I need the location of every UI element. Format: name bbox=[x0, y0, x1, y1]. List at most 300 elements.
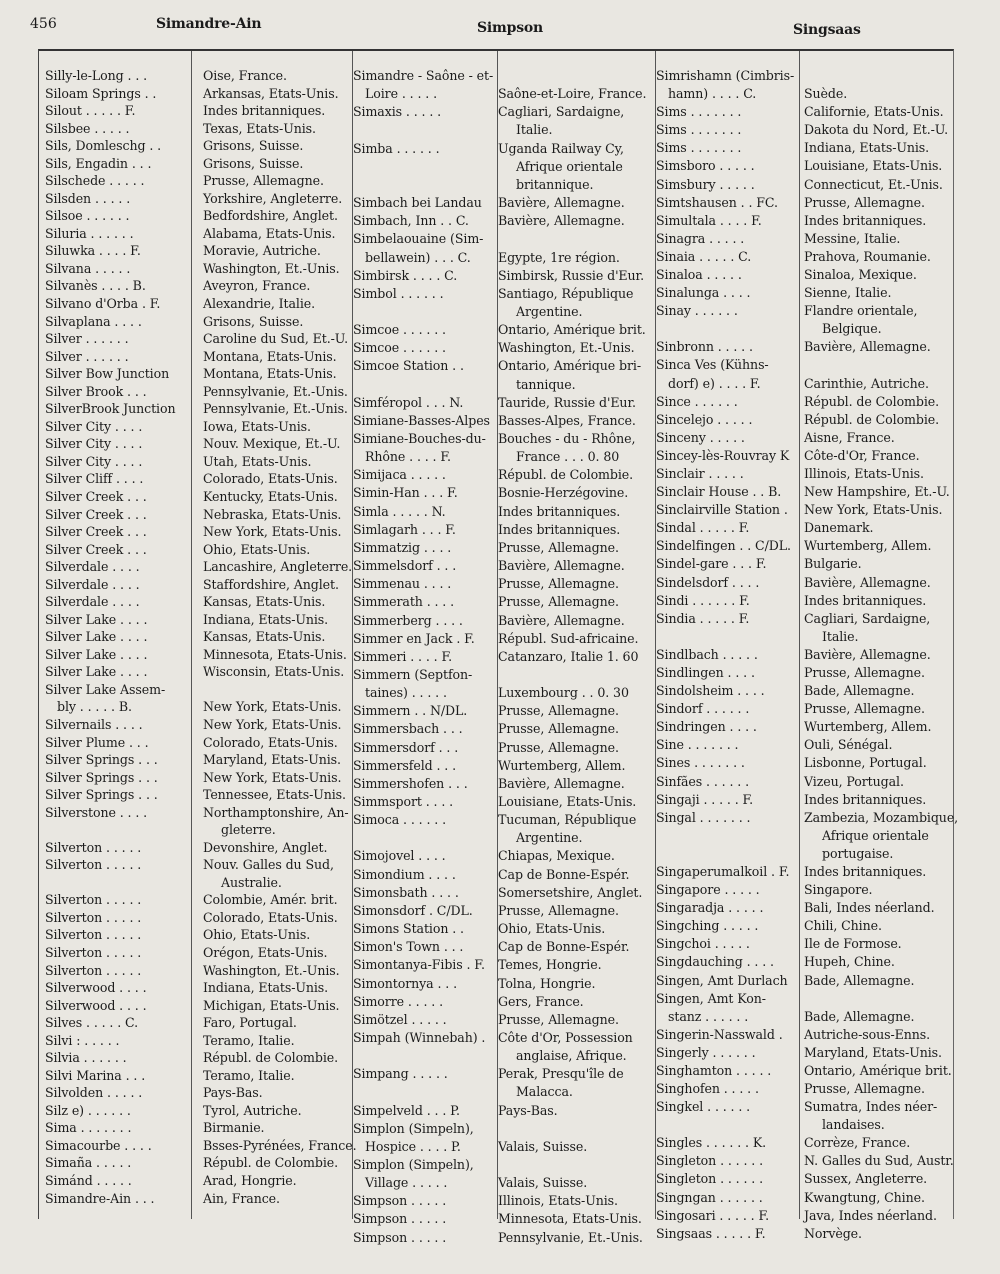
place-name: Simmersbach . . . bbox=[353, 721, 463, 737]
location: Côte-d'Or, France. bbox=[804, 447, 920, 463]
location: Républ. de Colombie. bbox=[498, 467, 634, 483]
place-name: Hospice . . . . P. bbox=[365, 1138, 461, 1154]
location: Prusse, Allemagne. bbox=[498, 576, 619, 592]
location: Bade, Allemagne. bbox=[804, 972, 915, 988]
location: New York, Etats-Unis. bbox=[203, 699, 342, 715]
place-name: Sinagra . . . . . bbox=[656, 230, 745, 246]
location: France . . . 0. 80 bbox=[516, 449, 620, 465]
location: New Hampshire, Et.-U. bbox=[804, 484, 950, 500]
location: Cagliari, Sardaigne, bbox=[498, 104, 625, 120]
place-name: Simorre . . . . . bbox=[353, 993, 444, 1009]
place-name: Silver Springs . . . bbox=[45, 752, 158, 768]
location: Somersetshire, Anglet. bbox=[498, 884, 643, 900]
place-name: Sils, Domleschg . . bbox=[45, 138, 162, 154]
place-name: Simons Station . . bbox=[353, 921, 464, 937]
location: Washington, Et.-Unis. bbox=[203, 962, 340, 978]
location: Prusse, Allemagne. bbox=[498, 594, 619, 610]
place-name: Simiane-Basses-Alpes bbox=[353, 412, 490, 428]
location: Santiago, République bbox=[498, 285, 634, 301]
place-name: SilverBrook Junction bbox=[45, 401, 176, 417]
place-name: Simpson . . . . . bbox=[353, 1229, 447, 1245]
place-name: Siluria . . . . . . bbox=[45, 225, 134, 241]
place-name: Sinaloa . . . . . bbox=[656, 266, 742, 282]
place-name: Simmatzig . . . . bbox=[353, 539, 452, 555]
location: Grisons, Suisse. bbox=[203, 155, 304, 171]
place-name: Silver Creek . . . bbox=[45, 541, 147, 557]
location: Lisbonne, Portugal. bbox=[804, 755, 927, 771]
location: Dakota du Nord, Et.-U. bbox=[804, 122, 949, 138]
location: Catanzaro, Italie 1. 60 bbox=[498, 648, 639, 664]
place-name: Silver Lake . . . . bbox=[45, 664, 148, 680]
location: Ontario, Amérique brit. bbox=[804, 1062, 952, 1078]
place-name: bellawein) . . . C. bbox=[365, 249, 471, 265]
place-name: Simmern . . N/DL. bbox=[353, 703, 468, 719]
location: New York, Etats-Unis. bbox=[203, 524, 342, 540]
location: Minnesota, Etats-Unis. bbox=[203, 646, 347, 662]
place-name: Simsboro . . . . . bbox=[656, 158, 755, 174]
location: Pennsylvanie, Et.-Unis. bbox=[203, 383, 348, 399]
location: Kansas, Etats-Unis. bbox=[203, 629, 326, 645]
place-name: Simmerberg . . . . bbox=[353, 612, 463, 628]
location: Teramo, Italie. bbox=[203, 1067, 295, 1083]
location: Tucuman, République bbox=[498, 812, 637, 828]
location: Tyrol, Autriche. bbox=[203, 1102, 302, 1118]
location: Bade, Allemagne. bbox=[804, 1008, 915, 1024]
place-name: Silvaplana . . . . bbox=[45, 313, 142, 329]
location: britannique. bbox=[516, 176, 594, 192]
place-name: Sinay . . . . . . bbox=[656, 303, 738, 319]
location: Bulgarie. bbox=[804, 556, 862, 572]
place-name: Silver Lake . . . . bbox=[45, 629, 148, 645]
place-name: Simötzel . . . . . bbox=[353, 1011, 447, 1027]
location: Vizeu, Portugal. bbox=[804, 773, 904, 789]
place-name: Silver Springs . . . bbox=[45, 769, 158, 785]
place-name: Simin-Han . . . F. bbox=[353, 485, 458, 501]
place-name: Silvanès . . . . B. bbox=[45, 278, 146, 294]
place-name: Singapore . . . . . bbox=[656, 882, 760, 898]
place-name: Sinclair House . . B. bbox=[656, 484, 782, 500]
place-name: Silvi : . . . . . bbox=[45, 1032, 120, 1048]
location: New York, Etats-Unis. bbox=[203, 769, 342, 785]
location: Iowa, Etats-Unis. bbox=[203, 418, 311, 434]
location: Bade, Allemagne. bbox=[804, 683, 915, 699]
place-name: Silverton . . . . . bbox=[45, 857, 142, 873]
place-name: Singaperumalkoil . F. bbox=[656, 863, 790, 879]
location: Bosnie-Herzégovine. bbox=[498, 485, 629, 501]
location: Minnesota, Etats-Unis. bbox=[498, 1211, 642, 1227]
place-name: Singleton . . . . . . bbox=[656, 1171, 764, 1187]
place-name: Simcoe . . . . . . bbox=[353, 340, 446, 356]
location: Valais, Suisse. bbox=[498, 1138, 588, 1154]
place-name: Singosari . . . . . F. bbox=[656, 1207, 770, 1223]
location: Alexandrie, Italie. bbox=[203, 296, 316, 312]
location: Oise, France. bbox=[203, 68, 287, 83]
place-name: Silver Creek . . . bbox=[45, 506, 147, 522]
location: Wisconsin, Etats-Unis. bbox=[203, 664, 345, 680]
location: Uganda Railway Cy, bbox=[498, 140, 624, 156]
place-name: Simandre-Ain . . . bbox=[45, 1190, 155, 1206]
place-name: Simmer en Jack . F. bbox=[353, 630, 475, 646]
location: Birmanie. bbox=[203, 1120, 265, 1136]
location: Lancashire, Angleterre. bbox=[203, 559, 353, 575]
place-name: Singchoi . . . . . bbox=[656, 936, 750, 952]
place-name: Simpelveld . . . P. bbox=[353, 1102, 460, 1118]
place-name: Silver Brook . . . bbox=[45, 383, 147, 399]
place-name: Sine . . . . . . . bbox=[656, 737, 739, 753]
place-name: Simba . . . . . . bbox=[353, 140, 440, 156]
place-name: Simtshausen . . FC. bbox=[656, 194, 778, 210]
location: Afrique orientale bbox=[516, 158, 623, 174]
place-name: Simultala . . . . F. bbox=[656, 212, 762, 228]
location: Saône-et-Loire, France. bbox=[498, 86, 647, 102]
place-name: Singhamton . . . . . bbox=[656, 1062, 772, 1078]
place-name: Sinaia . . . . . C. bbox=[656, 248, 752, 264]
place-name: Loire . . . . . bbox=[365, 86, 437, 102]
place-name: Sims . . . . . . . bbox=[656, 122, 742, 138]
place-name: Sims . . . . . . . bbox=[656, 140, 742, 156]
place-name: Silver Bow Junction bbox=[45, 366, 170, 382]
location: Carinthie, Autriche. bbox=[804, 375, 929, 391]
location: Grisons, Suisse. bbox=[203, 313, 304, 329]
place-name: Silverton . . . . . bbox=[45, 962, 142, 978]
place-name: Simmern (Septfon- bbox=[353, 666, 473, 682]
location: Indes britanniques. bbox=[804, 791, 927, 807]
place-name: Silverton . . . . . bbox=[45, 909, 142, 925]
location: Ain, France. bbox=[203, 1190, 280, 1206]
location: Teramo, Italie. bbox=[203, 1032, 295, 1048]
center-headword: Simpson bbox=[477, 20, 544, 36]
location: Washington, Et.-Unis. bbox=[203, 260, 340, 276]
place-name: Sindorf . . . . . . bbox=[656, 701, 750, 717]
place-name: Silverton . . . . . bbox=[45, 945, 142, 960]
place-name: Silverton . . . . . bbox=[45, 839, 142, 855]
location: Prusse, Allemagne. bbox=[203, 173, 324, 189]
location: Danemark. bbox=[804, 520, 874, 536]
column-rule bbox=[191, 51, 192, 1219]
place-name: Singerin-Nasswald . bbox=[656, 1026, 783, 1042]
place-name: Silschede . . . . . bbox=[45, 173, 145, 189]
place-name: Silver Creek . . . bbox=[45, 524, 147, 540]
location: Indes britanniques. bbox=[804, 212, 927, 228]
place-name: Singerly . . . . . . bbox=[656, 1044, 756, 1060]
place-name: Singching . . . . . bbox=[656, 918, 759, 934]
place-name: Simaña . . . . . bbox=[45, 1155, 132, 1171]
place-name: Silz e) . . . . . . bbox=[45, 1102, 131, 1118]
place-name: Simmsport . . . . bbox=[353, 794, 454, 809]
location: Tolna, Hongrie. bbox=[498, 975, 596, 991]
place-name: Sinfães . . . . . . bbox=[656, 773, 749, 789]
location: Prusse, Allemagne. bbox=[804, 1081, 925, 1097]
location: Kentucky, Etats-Unis. bbox=[203, 488, 338, 504]
place-name: Silverton . . . . . bbox=[45, 892, 142, 908]
location: Suède. bbox=[804, 86, 848, 102]
place-name: stanz . . . . . . bbox=[668, 1008, 749, 1024]
location: Indiana, Etats-Unis. bbox=[203, 611, 329, 627]
place-name: Silverstone . . . . bbox=[45, 804, 148, 820]
place-name: Simmersfeld . . . bbox=[353, 757, 456, 773]
location: Gers, France. bbox=[498, 993, 584, 1009]
left-headword: Simandre-Ain bbox=[156, 16, 262, 32]
place-name: Simplon (Simpeln), bbox=[353, 1120, 474, 1136]
place-name: Simlagarh . . . F. bbox=[353, 521, 456, 537]
location: Norvège. bbox=[804, 1225, 862, 1241]
place-name: Singhofen . . . . . bbox=[656, 1081, 759, 1097]
location: Wurtemberg, Allem. bbox=[498, 757, 626, 773]
location: Michigan, Etats-Unis. bbox=[203, 997, 340, 1013]
location: gleterre. bbox=[221, 822, 276, 838]
location: Bouches - du - Rhône, bbox=[498, 431, 636, 446]
location: Belgique. bbox=[822, 321, 882, 337]
location: Colorado, Etats-Unis. bbox=[203, 734, 338, 750]
place-name: Singaradja . . . . . bbox=[656, 900, 764, 916]
location: Chili, Chine. bbox=[804, 918, 882, 934]
place-name: Simojovel . . . . bbox=[353, 848, 446, 864]
location: Ohio, Etats-Unis. bbox=[203, 541, 311, 557]
place-name: Simonsbath . . . . bbox=[353, 884, 459, 900]
location: Prusse, Allemagne. bbox=[498, 703, 619, 719]
place-name: Silver City . . . . bbox=[45, 436, 143, 452]
location: Alabama, Etats-Unis. bbox=[203, 225, 336, 241]
location: Cagliari, Sardaigne, bbox=[804, 610, 931, 626]
place-name: Simbelaouaine (Sim- bbox=[353, 231, 484, 247]
place-name: Simmeri . . . . F. bbox=[353, 648, 453, 664]
location: Ontario, Amérique brit. bbox=[498, 322, 646, 338]
location: Messine, Italie. bbox=[804, 230, 901, 246]
place-name: Simondium . . . . bbox=[353, 866, 456, 882]
location: Prusse, Allemagne. bbox=[498, 539, 619, 555]
location: N. Galles du Sud, Austr. bbox=[804, 1153, 954, 1169]
place-name: bly . . . . . B. bbox=[57, 699, 132, 715]
place-name: Simacourbe . . . . bbox=[45, 1137, 152, 1153]
right-headword: Singsaas bbox=[793, 22, 861, 38]
location: New York, Etats-Unis. bbox=[804, 502, 943, 518]
place-name: Silsbee . . . . . bbox=[45, 120, 130, 136]
place-name: Simontornya . . . bbox=[353, 975, 458, 991]
location: Hupeh, Chine. bbox=[804, 954, 895, 970]
place-name: Sinca Ves (Kühns- bbox=[656, 357, 769, 373]
place-name: Singngan . . . . . . bbox=[656, 1189, 763, 1205]
location: Prusse, Allemagne. bbox=[804, 664, 925, 680]
location: Ohio, Etats-Unis. bbox=[498, 921, 606, 937]
place-name: Silver City . . . . bbox=[45, 418, 143, 434]
place-name: Silverdale . . . . bbox=[45, 594, 140, 610]
place-name: Simbol . . . . . . bbox=[353, 285, 444, 301]
location: Indes britanniques. bbox=[498, 503, 621, 519]
place-name: Siluwka . . . . F. bbox=[45, 243, 141, 259]
place-name: Sincey-lès-Rouvray K bbox=[656, 447, 790, 463]
place-name: Simmersdorf . . . bbox=[353, 739, 459, 755]
place-name: Singal . . . . . . . bbox=[656, 809, 751, 825]
location: Prusse, Allemagne. bbox=[498, 721, 619, 737]
location: Chiapas, Mexique. bbox=[498, 848, 615, 864]
location: Washington, Et.-Unis. bbox=[498, 340, 635, 356]
location: Bali, Indes néerland. bbox=[804, 900, 935, 916]
location: Pays-Bas. bbox=[498, 1102, 558, 1118]
place-name: Silver Creek . . . bbox=[45, 488, 147, 504]
place-name: Simplon (Simpeln), bbox=[353, 1157, 474, 1172]
place-name: Simpson . . . . . bbox=[353, 1211, 447, 1227]
location: tannique. bbox=[516, 376, 576, 392]
place-name: Silver Lake Assem- bbox=[45, 681, 166, 697]
location: Prusse, Allemagne. bbox=[498, 1011, 619, 1027]
place-name: Simcoe . . . . . . bbox=[353, 322, 446, 338]
place-name: Simoca . . . . . . bbox=[353, 812, 446, 828]
location: Bedfordshire, Anglet. bbox=[203, 208, 338, 224]
location: Cap de Bonne-Espér. bbox=[498, 866, 630, 882]
place-name: Sindelsdorf . . . . bbox=[656, 574, 760, 590]
place-name: Simpah (Winnebah) . bbox=[353, 1029, 486, 1045]
location: Tauride, Russie d'Eur. bbox=[498, 394, 636, 410]
place-name: Silver Plume . . . bbox=[45, 734, 149, 750]
location: portugaise. bbox=[822, 845, 894, 861]
location: Luxembourg . . 0. 30 bbox=[498, 685, 629, 701]
location: Louisiane, Etats-Unis. bbox=[804, 158, 943, 174]
location: Texas, Etats-Unis. bbox=[203, 120, 316, 136]
place-name: Silly-le-Long . . . bbox=[45, 68, 148, 83]
location: Pays-Bas. bbox=[203, 1085, 263, 1101]
place-name: Sinclairville Station . bbox=[656, 502, 788, 518]
place-name: Silver Lake . . . . bbox=[45, 646, 148, 662]
place-name: Sincelejo . . . . . bbox=[656, 411, 753, 427]
place-name: Singaji . . . . . F. bbox=[656, 791, 754, 807]
place-name: Simmelsdorf . . . bbox=[353, 558, 457, 574]
place-name: Silver . . . . . . bbox=[45, 348, 129, 364]
place-name: Since . . . . . . bbox=[656, 393, 738, 409]
location: Républ. de Colombie. bbox=[203, 1155, 339, 1171]
location: Wurtemberg, Allem. bbox=[804, 719, 932, 735]
location: Indiana, Etats-Unis. bbox=[804, 140, 930, 156]
location: Valais, Suisse. bbox=[498, 1175, 588, 1191]
location: Flandre orientale, bbox=[804, 303, 918, 319]
location: Australie. bbox=[221, 874, 282, 890]
location: Bavière, Allemagne. bbox=[804, 339, 931, 355]
location: Nebraska, Etats-Unis. bbox=[203, 506, 342, 522]
location: Côte d'Or, Possession bbox=[498, 1029, 633, 1045]
page-header bbox=[30, 14, 975, 44]
location: Utah, Etats-Unis. bbox=[203, 453, 312, 469]
location: Californie, Etats-Unis. bbox=[804, 104, 944, 120]
location: Devonshire, Anglet. bbox=[203, 839, 328, 855]
location: Tennessee, Etats-Unis. bbox=[203, 787, 346, 803]
location: Montana, Etats-Unis. bbox=[203, 366, 337, 382]
place-name: Siloam Springs . . bbox=[45, 85, 157, 101]
place-name: Simféropol . . . N. bbox=[353, 394, 464, 410]
location: Indes britanniques. bbox=[804, 863, 927, 879]
place-name: Sinceny . . . . . bbox=[656, 429, 745, 445]
location: Staffordshire, Anglet. bbox=[203, 576, 339, 592]
place-name: Sindlingen . . . . bbox=[656, 664, 755, 680]
place-name: Silvi Marina . . . bbox=[45, 1067, 146, 1083]
place-name: Sindringen . . . . bbox=[656, 719, 757, 735]
location: Egypte, 1re région. bbox=[498, 249, 620, 265]
place-name: Simaxis . . . . . bbox=[353, 104, 442, 120]
location: Kansas, Etats-Unis. bbox=[203, 594, 326, 610]
location: Ontario, Amérique bri- bbox=[498, 358, 641, 374]
place-name: Silverwood . . . . bbox=[45, 980, 147, 996]
location: Indiana, Etats-Unis. bbox=[203, 980, 329, 996]
place-name: Simrishamn (Cimbris- bbox=[656, 68, 795, 83]
location: New York, Etats-Unis. bbox=[203, 716, 342, 732]
place-name: Simbach bei Landau bbox=[353, 195, 482, 211]
place-name: Simcoe Station . . bbox=[353, 358, 464, 374]
place-name: Sines . . . . . . . bbox=[656, 755, 745, 771]
place-name: Singsaas . . . . . F. bbox=[656, 1225, 766, 1241]
location: Simbirsk, Russie d'Eur. bbox=[498, 267, 644, 283]
place-name: Silverwood . . . . bbox=[45, 997, 147, 1013]
location: Argentine. bbox=[516, 303, 583, 319]
location: Bavière, Allemagne. bbox=[498, 195, 625, 211]
place-name: Simmenau . . . . bbox=[353, 576, 452, 592]
location: Maryland, Etats-Unis. bbox=[203, 752, 341, 768]
location: Prusse, Allemagne. bbox=[498, 902, 619, 918]
location: Arad, Hongrie. bbox=[203, 1173, 297, 1189]
location: Indes britanniques. bbox=[804, 592, 927, 608]
location: Colorado, Etats-Unis. bbox=[203, 471, 338, 487]
place-name: Village . . . . . bbox=[365, 1175, 448, 1191]
location: Northamptonshire, An- bbox=[203, 804, 349, 820]
place-name: Simla . . . . . N. bbox=[353, 503, 446, 519]
location: Prahova, Roumanie. bbox=[804, 248, 931, 264]
place-name: Sindolsheim . . . . bbox=[656, 683, 765, 699]
location: Républ. de Colombie. bbox=[804, 393, 940, 409]
place-name: Sindia . . . . . F. bbox=[656, 610, 750, 626]
place-name: Silver Lake . . . . bbox=[45, 611, 148, 627]
location: Moravie, Autriche. bbox=[203, 243, 321, 259]
location: Java, Indes néerland. bbox=[804, 1207, 937, 1223]
place-name: Sindal . . . . . F. bbox=[656, 520, 750, 536]
place-name: Silver City . . . . bbox=[45, 453, 143, 469]
place-name: Rhône . . . . F. bbox=[365, 449, 451, 465]
location: Aveyron, France. bbox=[203, 278, 311, 294]
place-name: Silverdale . . . . bbox=[45, 576, 140, 592]
place-name: Silves . . . . . C. bbox=[45, 1015, 139, 1031]
place-name: Silverdale . . . . bbox=[45, 559, 140, 575]
location: Zambezia, Mozambique, bbox=[804, 809, 959, 825]
location: Colorado, Etats-Unis. bbox=[203, 909, 338, 925]
place-name: Singleton . . . . . . bbox=[656, 1153, 764, 1169]
place-name: Singen, Amt Kon- bbox=[656, 990, 766, 1006]
place-name: Simbach, Inn . . C. bbox=[353, 213, 469, 229]
location: Nouv. Mexique, Et.-U. bbox=[203, 436, 341, 452]
place-name: Singen, Amt Durlach bbox=[656, 972, 788, 988]
location: Wurtemberg, Allem. bbox=[804, 538, 932, 554]
location: Indes britanniques. bbox=[498, 521, 621, 537]
location: Pennsylvanie, Et.-Unis. bbox=[498, 1229, 643, 1245]
location: Illinois, Etats-Unis. bbox=[498, 1193, 618, 1209]
place-name: Silout . . . . . F. bbox=[45, 103, 136, 119]
location: Ouli, Sénégal. bbox=[804, 737, 893, 753]
place-name: Singles . . . . . . K. bbox=[656, 1135, 767, 1151]
location: Montana, Etats-Unis. bbox=[203, 348, 337, 364]
place-name: hamn) . . . . C. bbox=[668, 86, 757, 102]
place-name: Simbirsk . . . . C. bbox=[353, 267, 458, 283]
place-name: Sindelfingen . . C/DL. bbox=[656, 538, 791, 554]
location: Perak, Presqu'île de bbox=[498, 1066, 624, 1082]
place-name: Simonsdorf . C/DL. bbox=[353, 902, 473, 918]
place-name: Sinclair . . . . . bbox=[656, 465, 744, 481]
location: Sussex, Angleterre. bbox=[804, 1171, 928, 1187]
place-name: Silver Cliff . . . . bbox=[45, 471, 144, 487]
location: anglaise, Afrique. bbox=[516, 1048, 627, 1064]
location: Yorkshire, Angleterre. bbox=[203, 190, 343, 206]
location: Malacca. bbox=[516, 1084, 573, 1100]
location: Républ. de Colombie. bbox=[804, 411, 940, 427]
place-name: Sindi . . . . . . F. bbox=[656, 592, 750, 608]
place-name: Simontanya-Fibis . F. bbox=[353, 957, 485, 973]
location: Corrèze, France. bbox=[804, 1135, 911, 1151]
place-name: Singkel . . . . . . bbox=[656, 1099, 751, 1115]
location: Argentine. bbox=[516, 830, 583, 846]
